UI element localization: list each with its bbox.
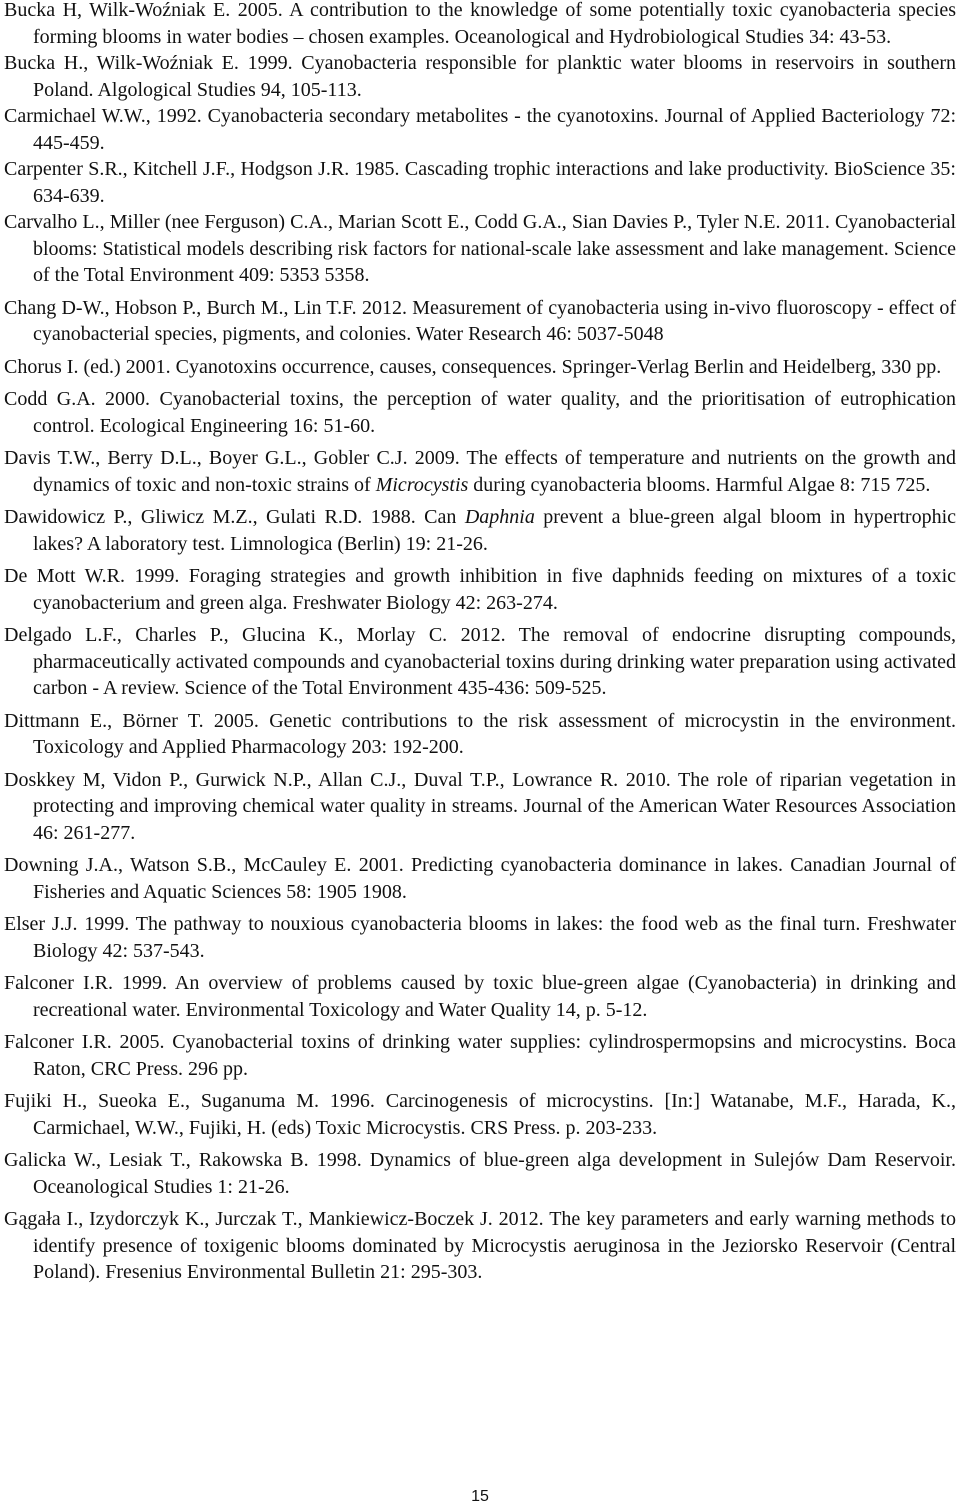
- reference-text: Galicka W., Lesiak T., Rakowska B. 1998. Dynamics of blue-green alga development in Sulejów Dam Reservoir. Oceanological Studies 1: 21-26.: [4, 1149, 956, 1198]
- reference-text: prevent a blue-green algal bloom in hypertrophic lakes? A laboratory test. Limnologica (Berlin) 19: 21-26.: [33, 506, 956, 555]
- reference-text: Elser J.J. 1999. The pathway to nouxious cyanobacteria blooms in lakes: the food web as the final turn. Freshwater Biology 42: 537-543.: [4, 913, 956, 962]
- reference-text: during cyanobacteria blooms. Harmful Algae 8: 715 725.: [468, 473, 931, 496]
- reference-text: Downing J.A., Watson S.B., McCauley E. 2001. Predicting cyanobacteria dominance in lakes. Canadian Journal of Fisheries and Aquatic Sciences 58: 1905 1908.: [4, 854, 956, 903]
- reference-entry: [4, 295, 956, 348]
- reference-text: Dittmann E., Börner T. 2005. Genetic contributions to the risk assessment of microcystin in the environment. Toxicology and Applied Pharmacology 203: 192-200.: [4, 709, 956, 758]
- reference-entry: [4, 1206, 956, 1286]
- reference-entry: [4, 209, 956, 289]
- reference-text: De Mott W.R. 1999. Foraging strategies and growth inhibition in five daphnids feeding on mixtures of a toxic cyanobacterium and green alga. Freshwater Biology 42: 263-274.: [4, 565, 956, 614]
- reference-text: Falconer I.R. 2005. Cyanobacterial toxins of drinking water supplies: cylindrospermopsins and microcystins. Boca Raton, CRC Press. 296 pp.: [4, 1031, 956, 1080]
- reference-entry: [4, 1029, 956, 1082]
- reference-text: Carpenter S.R., Kitchell J.F., Hodgson J.R. 1985. Cascading trophic interactions and lake productivity. BioScience 35: 634-639.: [4, 158, 956, 207]
- reference-text: Dawidowicz P., Gliwicz M.Z., Gulati R.D. 1988. Can: [4, 506, 465, 528]
- reference-text: Chang D-W., Hobson P., Burch M., Lin T.F. 2012. Measurement of cyanobacteria using in-vivo fluoroscopy - effect of cyanobacterial species, pigments, and colonies. Water Research 46: 5037-5048: [4, 296, 956, 345]
- reference-text: Fujiki H., Sueoka E., Suganuma M. 1996. Carcinogenesis of microcystins. [In:] Watanabe, M.F., Harada, K., Carmichael, W.W., Fujiki, H. (eds) Toxic Microcystis. CRS Press. p. 203-233.: [4, 1090, 956, 1139]
- reference-list: [4, 0, 956, 1286]
- reference-entry: [4, 0, 956, 50]
- reference-entry: [4, 1088, 956, 1141]
- reference-entry: [4, 622, 956, 702]
- reference-text: Gągała I., Izydorczyk K., Jurczak T., Mankiewicz-Boczek J. 2012. The key parameters and early warning methods to identify presence of toxigenic blooms dominated by Microcystis aeruginosa in the Jeziorsko Reservoir (Central Poland). Fresenius Environmental Bulletin 21: 295-303.: [4, 1208, 956, 1283]
- reference-italic-text: Microcystis: [375, 473, 469, 496]
- reference-text: Falconer I.R. 1999. An overview of problems caused by toxic blue-green algae (Cyanobacteria) in drinking and recreational water. Environmental Toxicology and Water Quality 14, p. 5-12.: [4, 972, 956, 1021]
- reference-entry: [4, 563, 956, 616]
- reference-entry: [4, 852, 956, 905]
- reference-entry: [4, 504, 956, 557]
- reference-text: Codd G.A. 2000. Cyanobacterial toxins, the perception of water quality, and the prioritisation of eutrophication control. Ecological Engineering 16: 51-60.: [4, 388, 956, 437]
- reference-entry: [4, 445, 956, 498]
- page-number: 15: [471, 1488, 489, 1505]
- reference-text: Bucka H, Wilk-Woźniak E. 2005. A contribution to the knowledge of some potentially toxic cyanobacteria species forming blooms in water bodies – chosen examples. Oceanological and Hydrobiological Studies 34: 43-53.: [4, 0, 956, 48]
- reference-entry: [4, 767, 956, 847]
- reference-text: Bucka H., Wilk-Woźniak E. 1999. Cyanobacteria responsible for planktic water blooms in reservoirs in southern Poland. Algological Studies 94, 105-113.: [4, 52, 956, 101]
- reference-text: Doskkey M, Vidon P., Gurwick N.P., Allan C.J., Duval T.P., Lowrance R. 2010. The role of riparian vegetation in protecting and improving chemical water quality in streams. Journal of the American Water Resources Association 46: 261-277.: [4, 768, 956, 844]
- reference-text: Chorus I. (ed.) 2001. Cyanotoxins occurrence, causes, consequences. Springer-Verlag Berlin and Heidelberg, 330 pp.: [4, 355, 942, 378]
- reference-entry: [4, 911, 956, 964]
- reference-entry: [4, 354, 956, 381]
- reference-entry: [4, 156, 956, 209]
- reference-text: Davis T.W., Berry D.L., Boyer G.L., Gobler C.J. 2009. The effects of temperature and nutrients on the growth and dynamics of toxic and non-toxic strains of: [4, 447, 956, 496]
- reference-text: Carmichael W.W., 1992. Cyanobacteria secondary metabolites - the cyanotoxins. Journal of Applied Bacteriology 72: 445-459.: [4, 105, 956, 154]
- reference-italic-text: Daphnia: [464, 506, 535, 528]
- reference-entry: [4, 708, 956, 761]
- reference-entry: [4, 386, 956, 439]
- reference-text: Delgado L.F., Charles P., Glucina K., Morlay C. 2012. The removal of endocrine disrupting compounds, pharmaceutically activated compounds and cyanobacterial toxins during drinking water preparation using activated carbon - A review. Science of the Total Environment 435-436: 509-525.: [4, 624, 956, 699]
- reference-entry: [4, 50, 956, 103]
- reference-entry: [4, 970, 956, 1023]
- reference-entry: [4, 1147, 956, 1200]
- reference-text: Carvalho L., Miller (nee Ferguson) C.A., Marian Scott E., Codd G.A., Sian Davies P., Tyler N.E. 2011. Cyanobacterial blooms: Statistical models describing risk factors for national-scale lake assessment and lake management. Science of the Total Environment 409: 5353 5358.: [4, 211, 956, 286]
- reference-entry: [4, 103, 956, 156]
